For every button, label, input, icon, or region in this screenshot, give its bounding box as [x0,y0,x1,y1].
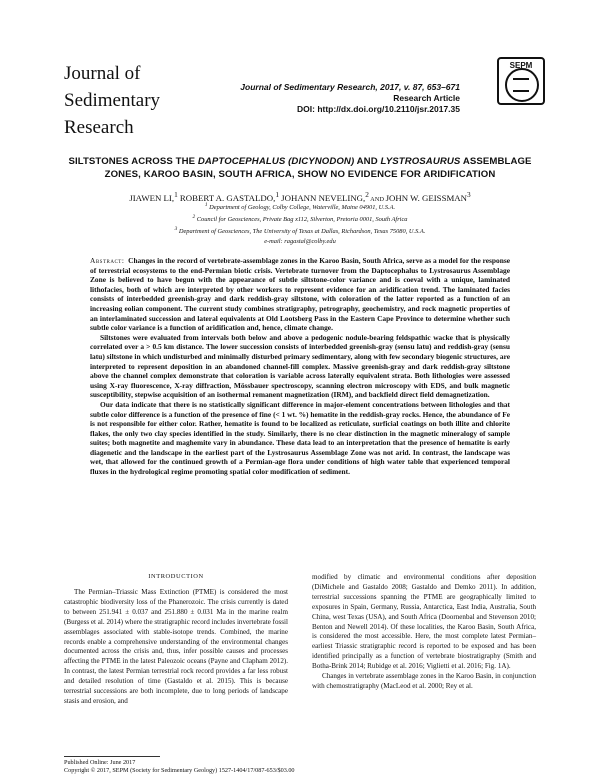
journal-logo-line: Sedimentary [64,90,161,111]
body-paragraph: The Permian–Triassic Mass Extinction (PTME) is considered the most catastrophic biodiversity loss of the Phanerozoic. The crisis currently is dated to between 251.941 ± 0.037 and 251.880 ± 0.031 Ma in the marine realm (Burgess et al. 2014) where the stratigraphic record includes invertebrate fossil assemblages associated with stable-isotope trends. Combined, the marine records enable a comprehensive understanding of the environmental changes documented across the crisis and, thus, infer possible causes and processes affecting the PTME in the latest Paleozoic oceans (Payne and Clapham 2012). In contrast, the latest Permian terrestrial rock record provides a far less robust and detailed resolution of time (Gastaldo et al. 2015). This is because terrestrial successions are both incomplete, due to long periods of landscape stasis and erosion, and [64,588,288,705]
author-affil-mark: 2 [365,190,369,199]
body-column-left [64,588,288,707]
title-text: SILTSTONES ACROSS THE [68,156,198,167]
affiliation-text: Council for Geosciences, Private Bag x112, Silverton, Pretoria 0001, South Africa [195,216,408,224]
abstract-paragraph: Our data indicate that there is no statistically significant difference in major-element concentrations between lithologies and that subtle color difference is a function of the presence of fine (< 1 wt. %) hematite in the reddish-gray rocks. Hence, the abundance of Fe is not responsible for either color. Rather, hematite is found to be localized as reticulate, surficial coatings on both illite and chlorite flakes, the only two clay species identified in the study. Similarly, there is no clear distinction in the magnetic mineralogy of sample suites; both magnetite and maghemite vary in abundance. These data lead to an interpretation that the presence of hematite is early diagenetic and the landscape in the earliest part of the Lystrosaurus Assemblage Zone was not arid. In contrast, the landscape was wet, that allowed for the continued growth of a Permian-age flora under conditions of high water table that experienced temporal fluxes in the hydrological regime promoting spatial color modification of sediment. [90,399,510,477]
title-text: ASSEMBLAGE [460,156,532,167]
doi-link[interactable]: DOI: http://dx.doi.org/10.2110/jsr.2017.35 [297,104,460,114]
body-paragraph: modified by climatic and environmental conditions after deposition (DiMichele and Gastaldo 2008; Gastaldo and Demko 2011). In addition, terrestrial successions spanning the PTME are geographically limited to exposures in Spain, Germany, Russia, Antarctica, East India, Australia, South China, west Texas (USA), and South Africa (Doornenbal and Stevenson 2010; Benton and Newell 2014). Of these localities, the Karoo Basin, South Africa, is considered the most accessible. Here, the most complete latest Permian–earliest Triassic stratigraphic record is reported to be exposed and has been identified principally as a function of vertebrate biostratigraphy (Smith and Botha-Brink 2014; Rubidge et al. 2016; Viglietti et al. 2016; Fig. 1A). [312,573,536,671]
sepm-logo [497,57,545,105]
page-footer [64,759,504,774]
article-type: Research Article [393,93,460,103]
title-text: ZONES, KAROO BASIN, SOUTH AFRICA, SHOW NO EVIDENCE FOR ARIDIFICATION [104,169,496,180]
body-column-right [312,573,536,692]
journal-logo-line: Research [64,117,134,138]
affiliation-text: Department of Geosciences, The University of Texas at Dallas, Richardson, Texas 75080, U.S.A. [177,227,426,235]
abstract [90,256,510,477]
author-affil-mark: 1 [275,190,279,199]
author-name: ROBERT A. GASTALDO, [177,192,276,203]
abstract-paragraph: Siltstones were evaluated from intervals both below and above a pedogenic nodule-bearing feldspathic wacke that is physically correlated over a > 0.5 km distance. The lower succession consists of interbedded greenish-gray (sensu latu) and reddish-gray (sensu latu) siltstone in which undisturbed and minimally disturbed primary sedimentary, along with few secondary biogenic structures, are interpreted to represent deposition in an abandoned channel-fill complex. Massive greenish-gray and dark reddish-gray siltstone above the channel complex demonstrate that coloration is variable across laterally equivalent strata. Both lithologies were assessed using X-ray fluorescence, X-ray diffraction, Mössbauer spectroscopy, scanning electron microscopy with EDS, and bulk magnetic susceptibility, stepwise acquisition of an isothermal remanent magnetization (IRM), and backfield direct field demagnetization. [90,332,510,400]
affiliation-line [64,225,536,237]
affil-mark: 1 [204,202,208,208]
affiliations [64,201,536,247]
affiliation-line [64,213,536,225]
section-heading-introduction: INTRODUCTION [148,573,204,580]
affil-mark: 3 [174,225,178,232]
abstract-paragraph [90,256,510,333]
journal-citation: Journal of Sedimentary Research, 2017, v. 87, 653–671 [240,82,460,92]
corresponding-email[interactable]: e-mail: ragastal@colby.edu [264,237,336,245]
sepm-logo-text: SEPM [509,61,533,70]
article-title [64,155,536,181]
title-text: AND [354,156,381,167]
journal-logo-line: Journal of [64,63,141,84]
sepm-emblem-icon [505,68,539,102]
abstract-label: Abstract: [90,256,125,265]
abstract-text: Changes in the record of vertebrate-assemblage zones in the Karoo Basin, South Africa, serve as a model for the response of terrestrial ecosystems to the end-Permian biotic crisis. Vertebrate turnover from the Daptocephalus to Lystrosaurus Assemblage Zone is believed to have begun with the appearance of subtle siltstone-color variance and is coeval with a unique, laminated lithofacies, both of which are interpreted by other workers to represent evidence for an aridification trend. The laminated facies consists of interbedded greenish-gray and dark reddish-gray siltstone, with coloration of the latter reported as a function of an increasing eolian component. The current study combines stratigraphy, petrography, geochemistry, and rock magnetic properties of an interlaminated succession and lateral equivalents at Old Lootsberg Pass in the Eastern Cape Province to determine whether such subtle color variance is a function of aridification and, hence, climate change. [90,256,510,333]
journal-citation-block [170,82,460,115]
affiliation-text: Department of Geology, Colby College, Waterville, Maine 04901, U.S.A. [207,204,396,212]
footer-divider [64,756,160,757]
title-taxon: LYSTROSAURUS [380,156,461,167]
affiliation-line [64,201,536,213]
author-conjunction: AND [368,195,386,203]
copyright-line: Copyright © 2017, SEPM (Society for Sedimentary Geology) 1527-1404/17/087-653/$03.00 [64,766,295,774]
body-paragraph: Changes in vertebrate assemblage zones in the Karoo Basin, in conjunction with chemostratigraphy (MacLeod et al. 2000; Rey et al. [312,672,536,690]
author-name: JOHANN NEVELING, [278,192,366,203]
author-affil-mark: 3 [467,190,471,199]
affil-mark: 2 [192,213,196,220]
published-date: Published Online: June 2017 [64,759,136,766]
journal-logo [64,60,164,141]
author-affil-mark: 1 [174,190,178,199]
author-name: JIAWEN LI, [129,192,175,203]
title-taxon: DAPTOCEPHALUS (DICYNODON) [197,156,355,167]
author-name: JOHN W. GEISSMAN [385,192,467,203]
